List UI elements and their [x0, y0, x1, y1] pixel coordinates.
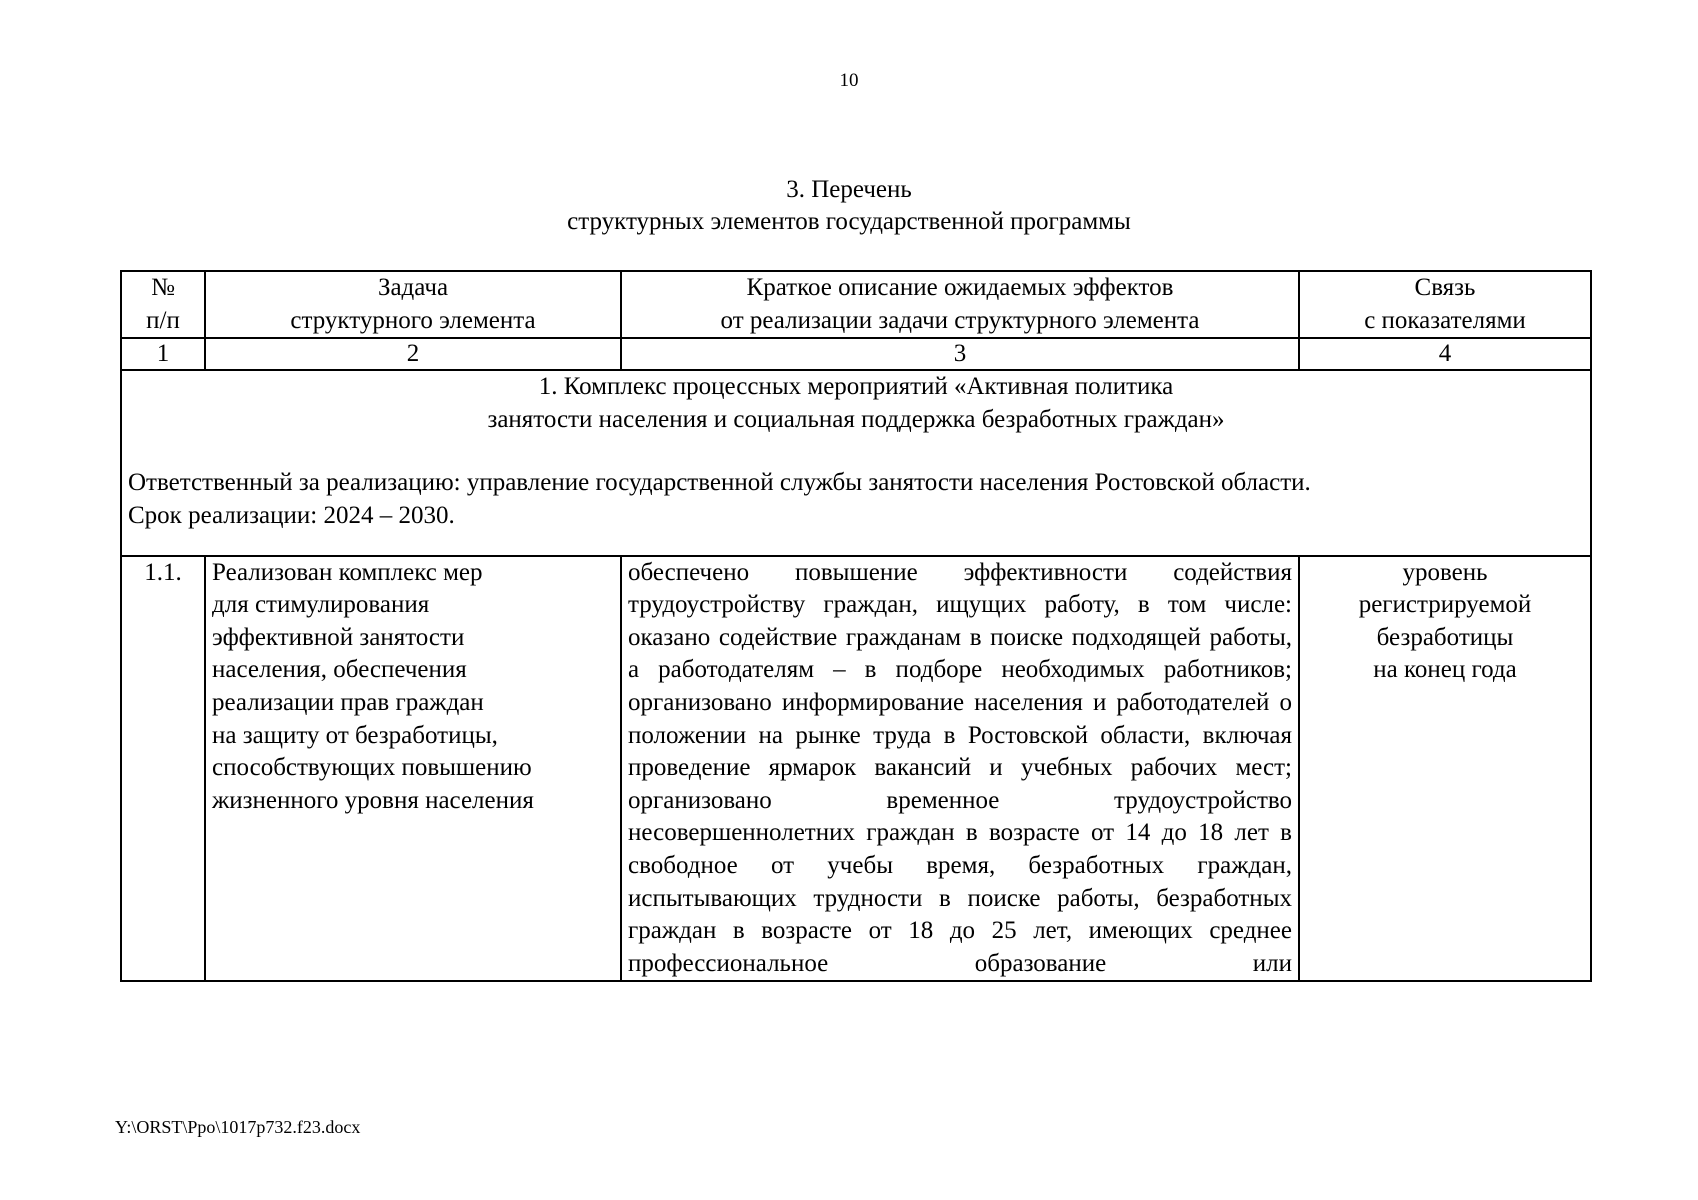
heading-line-2: структурных элементов государственной программы: [567, 208, 1131, 235]
table-row: [121, 556, 1591, 982]
header-cell-description: Краткое описание ожидаемых эффектов от реализации задачи структурного элемента: [621, 271, 1299, 338]
header-cell-number: № п/п: [121, 271, 205, 338]
heading-line-1: 3. Перечень: [786, 176, 912, 203]
column-number: 4: [1299, 338, 1591, 370]
row-number: 1.1.: [121, 556, 205, 982]
description-paragraph: обеспечено повышение эффективности содействия трудоустройству граждан, ищущих работу, в том числе:: [628, 558, 1292, 619]
section-cell: [121, 370, 1591, 555]
description-paragraph: организовано временное трудоустройство несовершеннолетних граждан в возрасте от 14 до 18 лет в свободное от учебы время, безработных граждан, испытывающих трудности в поиске работы, безработных граждан в возрасте от 18 до 25 лет, имеющих среднее профессиональное образование или: [628, 786, 1292, 977]
section-info: [128, 467, 1584, 532]
file-path-footer: Y:\ORST\Ppo\1017p732.f23.docx: [115, 1117, 361, 1137]
row-indicator: уровень регистрируемой безработицы на конец года: [1299, 556, 1591, 982]
description-paragraph: оказано содействие гражданам в поиске подходящей работы, а работодателям – в подборе необходимых работников;: [628, 623, 1292, 684]
header-cell-indicators: Связь с показателями: [1299, 271, 1591, 338]
table-header-row: [121, 271, 1591, 338]
section-responsible: Ответственный за реализацию: управление государственной службы занятости населения Ростовской области.: [128, 469, 1311, 497]
section-term: Срок реализации: 2024 – 2030.: [128, 501, 455, 529]
description-paragraph: организовано информирование населения и работодателей о положении на рынке труда в Ростовской области, включая проведение ярмарок вакансий и учебных рабочих мест;: [628, 688, 1292, 782]
structural-elements-table: [120, 270, 1592, 982]
column-number: 1: [121, 338, 205, 370]
page-number: 10: [839, 70, 859, 91]
section-row: [121, 370, 1591, 555]
section-title: 1. Комплекс процессных мероприятий «Активная политика занятости населения и социальная поддержка безработных граждан»: [487, 373, 1225, 433]
column-number: 2: [205, 338, 621, 370]
document-heading: [0, 174, 1698, 238]
row-description: [621, 556, 1299, 982]
column-number-row: [121, 338, 1591, 370]
column-number: 3: [621, 338, 1299, 370]
row-task: Реализован комплекс мер для стимулирования эффективной занятости населения, обеспечения реализации прав граждан на защиту от безработицы, способствующих повышению жизненного уровня населения: [205, 556, 621, 982]
header-cell-task: Задача структурного элемента: [205, 271, 621, 338]
